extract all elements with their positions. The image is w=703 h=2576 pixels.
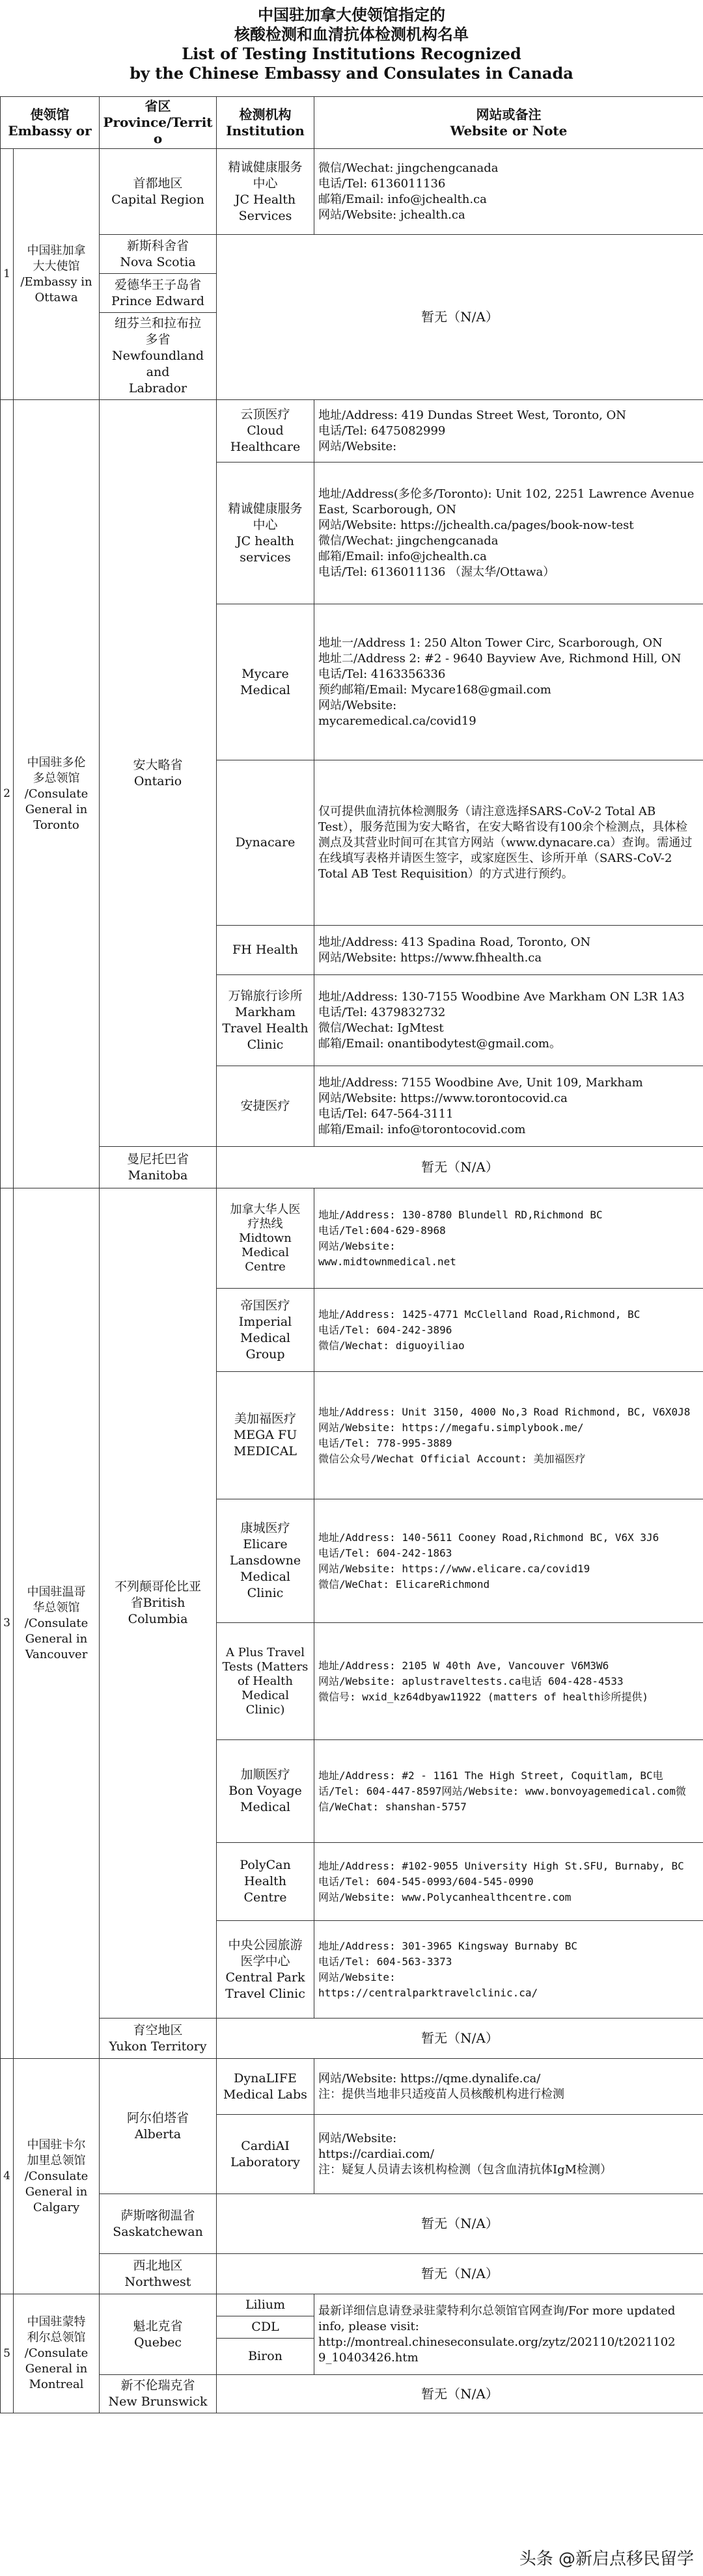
institution-cell: 精诚健康服务 中心 JC Health Services: [217, 149, 314, 235]
na-cell: 暂无（N/A）: [217, 235, 703, 400]
row-number: 1: [1, 149, 14, 400]
header-province: 省区 Province/Territo: [100, 97, 217, 149]
table-row: [1, 149, 703, 235]
document-header: [0, 0, 703, 96]
table-row: [1, 2059, 703, 2115]
row-number: 3: [1, 1188, 14, 2059]
institution-cell: Mycare Medical: [217, 604, 314, 760]
table-row: [1, 2194, 703, 2254]
embassy-cell: 中国驻卡尔 加里总领馆 /Consulate General in Calgary: [14, 2059, 100, 2294]
table-row: [1, 1147, 703, 1188]
institution-cell: CardiAI Laboratory: [217, 2115, 314, 2194]
embassy-cell: 中国驻加拿 大大使馆 /Embassy in Ottawa: [14, 149, 100, 400]
title-en-line-2: by the Chinese Embassy and Consulates in Canada: [130, 64, 573, 83]
table-row: [1, 2254, 703, 2294]
table-row: [1, 2375, 703, 2413]
website-cell: 地址/Address: 301-3965 Kingsway Burnaby BC 电话/Tel: 604-563-3373 网站/Website: https://centralparktravelclinic.ca/: [314, 1921, 703, 2019]
institution-cell: 云顶医疗 Cloud Healthcare: [217, 400, 314, 463]
institution-cell: 康城医疗 Elicare Lansdowne Medical Clinic: [217, 1499, 314, 1623]
na-cell: 暂无（N/A）: [217, 2254, 703, 2294]
province-cell: 不列颠哥伦比亚 省British Columbia: [100, 1188, 217, 2019]
website-cell: 地址/Address: #2 - 1161 The High Street, Coquitlam, BC电话/Tel: 604-447-8597网站/Website: www.bonvoyagemedical.com微信/WeChat: shanshan-5757: [314, 1740, 703, 1843]
website-cell: 微信/Wechat: jingchengcanada 电话/Tel: 6136011136 邮箱/Email: info@jchealth.ca 网站/Website: jchealth.ca: [314, 149, 703, 235]
website-cell: 地址/Address: 413 Spadina Road, Toronto, ON 网站/Website: https://www.fhhealth.ca: [314, 926, 703, 975]
institution-cell: A Plus Travel Tests (Matters of Health Medical Clinic): [217, 1623, 314, 1740]
institution-cell: Biron: [217, 2339, 314, 2375]
website-cell: 仅可提供血清抗体检测服务（请注意选择SARS-CoV-2 Total AB Test），服务范围为安大略省，在安大略省设有100余个检测点，具体检测点及其营业时间可在其官方网站（www.dynacare.ca）查询。需通过在线填写表格并请医生签字，或家庭医生、诊所开单（SARS-CoV-2 Total AB Test Requisition）的方式进行预约。: [314, 760, 703, 926]
website-cell: 地址/Address: #102-9055 University High St.SFU, Burnaby, BC 电话/Tel: 604-545-0993/604-545-0990 网站/Website: www.Polycanhealthcentre.com: [314, 1843, 703, 1921]
table-row: [1, 235, 703, 274]
province-cell: 育空地区 Yukon Territory: [100, 2019, 217, 2059]
website-cell: 最新详细信息请登录驻蒙特利尔总领馆官网查询/For more updated info, please visit: http://montreal.chineseconsulate.org/zytz/202110/t2021102 9_10403426.htm: [314, 2294, 703, 2375]
website-cell: 地址/Address: 1425-4771 McClelland Road,Richmond, BC 电话/Tel: 604-242-3896 微信/Wechat: diguoyiliao: [314, 1289, 703, 1372]
province-cell: 魁北克省 Quebec: [100, 2294, 217, 2375]
header-institution: 检测机构 Institution: [217, 97, 314, 149]
province-cell: 爱德华王子岛省 Prince Edward: [100, 274, 217, 313]
table-row: [1, 1188, 703, 1289]
table-row: [1, 2294, 703, 2316]
province-cell: 曼尼托巴省 Manitoba: [100, 1147, 217, 1188]
institution-cell: 加顺医疗 Bon Voyage Medical: [217, 1740, 314, 1843]
province-cell: 阿尔伯塔省 Alberta: [100, 2059, 217, 2194]
institution-cell: PolyCan Health Centre: [217, 1843, 314, 1921]
na-cell: 暂无（N/A）: [217, 2019, 703, 2059]
row-number: 5: [1, 2294, 14, 2413]
institution-cell: 安捷医疗: [217, 1066, 314, 1147]
institution-cell: DynaLIFE Medical Labs: [217, 2059, 314, 2115]
watermark: 头条 @新启点移民留学: [519, 2549, 694, 2569]
table-row: [1, 2019, 703, 2059]
institution-cell: 中央公园旅游 医学中心 Central Park Travel Clinic: [217, 1921, 314, 2019]
row-number: 2: [1, 400, 14, 1188]
province-cell: 萨斯喀彻温省 Saskatchewan: [100, 2194, 217, 2254]
title-en-line-1: List of Testing Institutions Recognized: [182, 44, 521, 63]
website-cell: 网站/Website: https://cardiai.com/ 注：疑复人员请去该机构检测（包含血清抗体IgM检测）: [314, 2115, 703, 2194]
website-cell: 地址/Address: 140-5611 Cooney Road,Richmond BC, V6X 3J6 电话/Tel: 604-242-1863 网站/Website: https://www.elicare.ca/covid19 微信/WeChat: ElicareRichmond: [314, 1499, 703, 1623]
province-cell: 西北地区 Northwest: [100, 2254, 217, 2294]
institution-cell: 万锦旅行诊所 Markham Travel Health Clinic: [217, 975, 314, 1066]
website-cell: 地址/Address: 419 Dundas Street West, Toronto, ON 电话/Tel: 6475082999 网站/Website:: [314, 400, 703, 463]
website-cell: 地址/Address: 130-8780 Blundell RD,Richmond BC 电话/Tel:604-629-8968 网站/Website: www.midtownmedical.net: [314, 1188, 703, 1289]
institution-cell: Dynacare: [217, 760, 314, 926]
embassy-cell: 中国驻多伦 多总领馆 /Consulate General in Toronto: [14, 400, 100, 1188]
province-cell: 新斯科舍省 Nova Scotia: [100, 235, 217, 274]
table-row: [1, 400, 703, 463]
row-number: 4: [1, 2059, 14, 2294]
province-cell: 安大略省 Ontario: [100, 400, 217, 1147]
website-cell: 网站/Website: https://qme.dynalife.ca/ 注：提供当地非只适疫苗人员核酸机构进行检测: [314, 2059, 703, 2115]
institution-cell: Lilium: [217, 2294, 314, 2316]
website-cell: 地址/Address(多伦多/Toronto): Unit 102, 2251 Lawrence Avenue East, Scarborough, ON 网站/Website: https://jchealth.ca/pages/book-now-test 微信/Wechat: jingchengcanada 邮箱/Email: info@jchealth.ca 电话/Tel: 6136011136 （渥太华/Ottawa）: [314, 463, 703, 604]
province-cell: 纽芬兰和拉布拉 多省 Newfoundland and Labrador: [100, 313, 217, 400]
embassy-cell: 中国驻温哥 华总领馆 /Consulate General in Vancouver: [14, 1188, 100, 2059]
website-cell: 地址一/Address 1: 250 Alton Tower Circ, Scarborough, ON 地址二/Address 2: #2 - 9640 Bayview Ave, Richmond Hill, ON 电话/Tel: 4163356336 预约邮箱/Email: Mycare168@gmail.com 网站/Website: mycaremedical.ca/covid19: [314, 604, 703, 760]
province-cell: 首都地区 Capital Region: [100, 149, 217, 235]
institution-cell: FH Health: [217, 926, 314, 975]
institution-cell: 加拿大华人医 疗热线 Midtown Medical Centre: [217, 1188, 314, 1289]
institution-cell: 帝国医疗 Imperial Medical Group: [217, 1289, 314, 1372]
na-cell: 暂无（N/A）: [217, 2194, 703, 2254]
website-cell: 地址/Address: 7155 Woodbine Ave, Unit 109, Markham 网站/Website: https://www.torontocovid.ca 电话/Tel: 647-564-3111 邮箱/Email: info@torontocovid.com: [314, 1066, 703, 1147]
embassy-cell: 中国驻蒙特 利尔总领馆 /Consulate General in Montreal: [14, 2294, 100, 2413]
website-cell: 地址/Address: 2105 W 40th Ave, Vancouver V6M3W6 网站/Website: aplustraveltests.ca电话 604-428-4533 微信号: wxid_kz64dbyaw11922 (matters of health诊所提供): [314, 1623, 703, 1740]
na-cell: 暂无（N/A）: [217, 2375, 703, 2413]
province-cell: 新不伦瑞克省 New Brunswick: [100, 2375, 217, 2413]
title-cn: 中国驻加拿大使领馆指定的: [258, 5, 445, 24]
institution-cell: 美加福医疗 MEGA FU MEDICAL: [217, 1372, 314, 1499]
website-cell: 地址/Address: 130-7155 Woodbine Ave Markham ON L3R 1A3 电话/Tel: 4379832732 微信/Wechat: IgMtest 邮箱/Email: onantibodytest@gmail.com。: [314, 975, 703, 1066]
header-website: 网站或备注 Website or Note: [314, 97, 703, 149]
na-cell: 暂无（N/A）: [217, 1147, 703, 1188]
subtitle-cn: 核酸检测和血清抗体检测机构名单: [234, 25, 469, 44]
institution-cell: 精诚健康服务 中心 JC health services: [217, 463, 314, 604]
header-embassy: 使领馆 Embassy or: [1, 97, 100, 149]
website-cell: 地址/Address: Unit 3150, 4000 No,3 Road Richmond, BC, V6X0J8 网站/Website: https://megafu.simplybook.me/ 电话/Tel: 778-995-3889 微信公众号/Wechat Official Account: 美加福医疗: [314, 1372, 703, 1499]
testing-institutions-table: [0, 96, 703, 2413]
institution-cell: CDL: [217, 2316, 314, 2339]
table-header-row: [1, 97, 703, 149]
